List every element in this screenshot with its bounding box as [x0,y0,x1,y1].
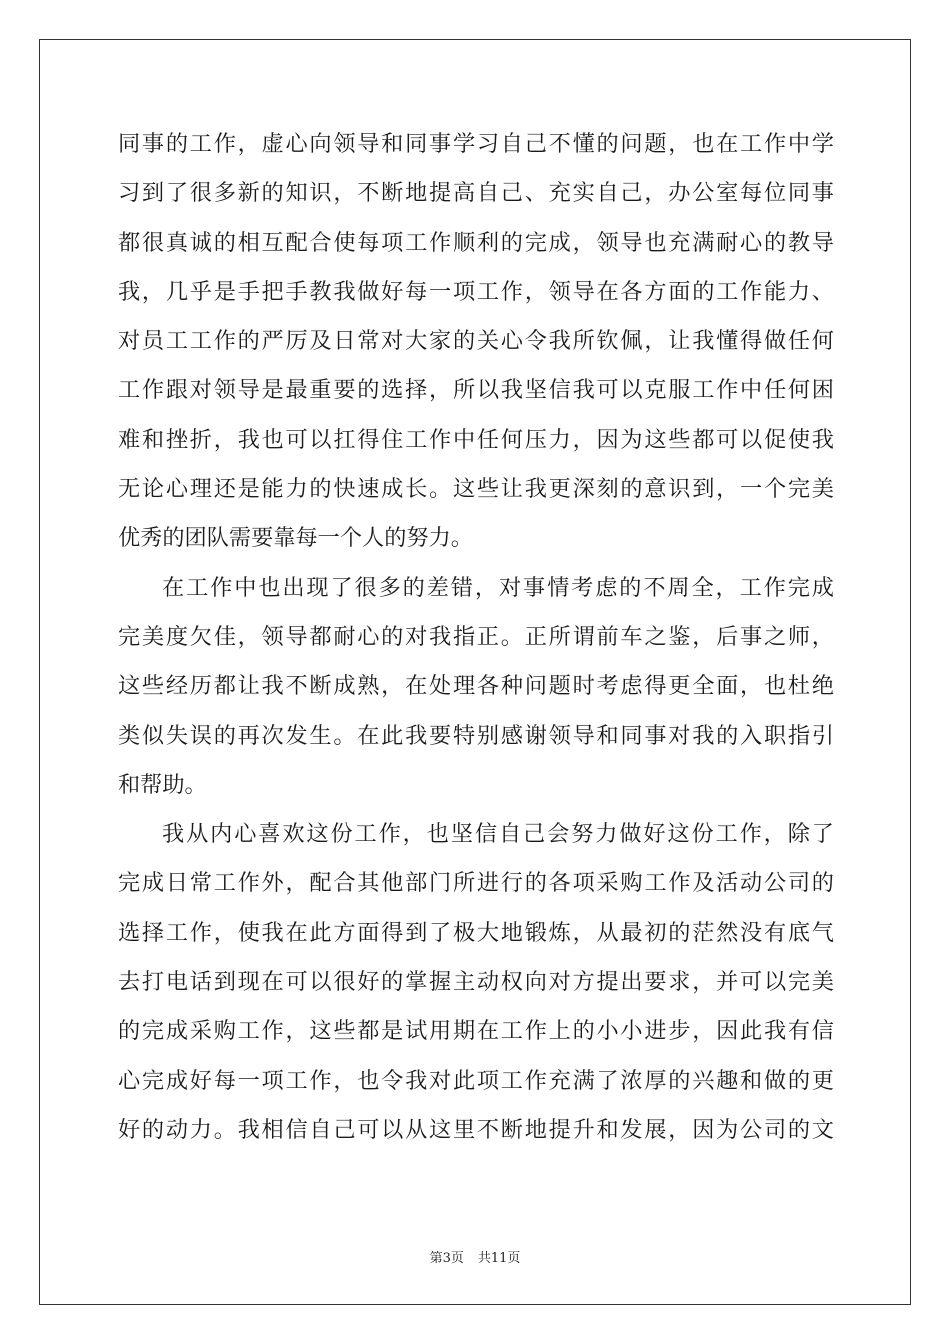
text-line: 和帮助。 [118,771,207,798]
text-line: 无论心理还是能力的快速成长。这些让我更深刻的意识到，一个完美 [118,476,834,503]
document-body [118,120,834,1155]
text-line: 习到了很多新的知识，不断地提高自己、充实自己，办公室每位同事 [118,180,834,207]
text-line: 这些经历都让我不断成熟，在处理各种问题时考虑得更全面，也杜绝 [118,673,834,700]
text-line: 难和挫折，我也可以扛得住工作中任何压力，因为这些都可以促使我 [118,426,834,453]
text-line: 完美度欠佳，领导都耐心的对我指正。正所谓前车之鉴，后事之师， [118,623,834,650]
text-line-indented: 在工作中也出现了很多的差错，对事情考虑的不周全，工作完成 [162,574,834,601]
text-line: 好的动力。我相信自己可以从这里不断地提升和发展，因为公司的文 [118,1116,834,1143]
text-line: 我，几乎是手把手教我做好每一项工作，领导在各方面的工作能力、 [118,278,834,305]
text-line: 的完成采购工作，这些都是试用期在工作上的小小进步，因此我有信 [118,1018,834,1045]
text-line: 优秀的团队需要靠每一个人的努力。 [118,525,473,552]
page-number: 第3页 [429,1251,464,1266]
text-line: 类似失误的再次发生。在此我要特别感谢领导和同事对我的入职指引 [118,722,834,749]
text-line: 心完成好每一项工作，也令我对此项工作充满了浓厚的兴趣和做的更 [118,1067,834,1094]
text-line: 完成日常工作外，配合其他部门所进行的各项采购工作及活动公司的 [118,870,834,897]
text-line-indented: 我从内心喜欢这份工作，也坚信自己会努力做好这份工作，除了 [162,821,834,848]
text-line: 对员工工作的严厉及日常对大家的关心令我所钦佩，让我懂得做任何 [118,328,834,355]
text-line: 工作跟对领导是最重要的选择，所以我坚信我可以克服工作中任何困 [118,377,834,404]
page-footer [0,1247,950,1266]
text-line: 选择工作，使我在此方面得到了极大地锻炼，从最初的茫然没有底气 [118,919,834,946]
text-line: 都很真诚的相互配合使每项工作顺利的完成，领导也充满耐心的教导 [118,229,834,256]
text-line: 同事的工作，虚心向领导和同事学习自己不懂的问题，也在工作中学 [118,131,834,157]
page-total: 共11页 [477,1251,521,1266]
text-line: 去打电话到现在可以很好的掌握主动权向对方提出要求，并可以完美 [118,969,834,996]
